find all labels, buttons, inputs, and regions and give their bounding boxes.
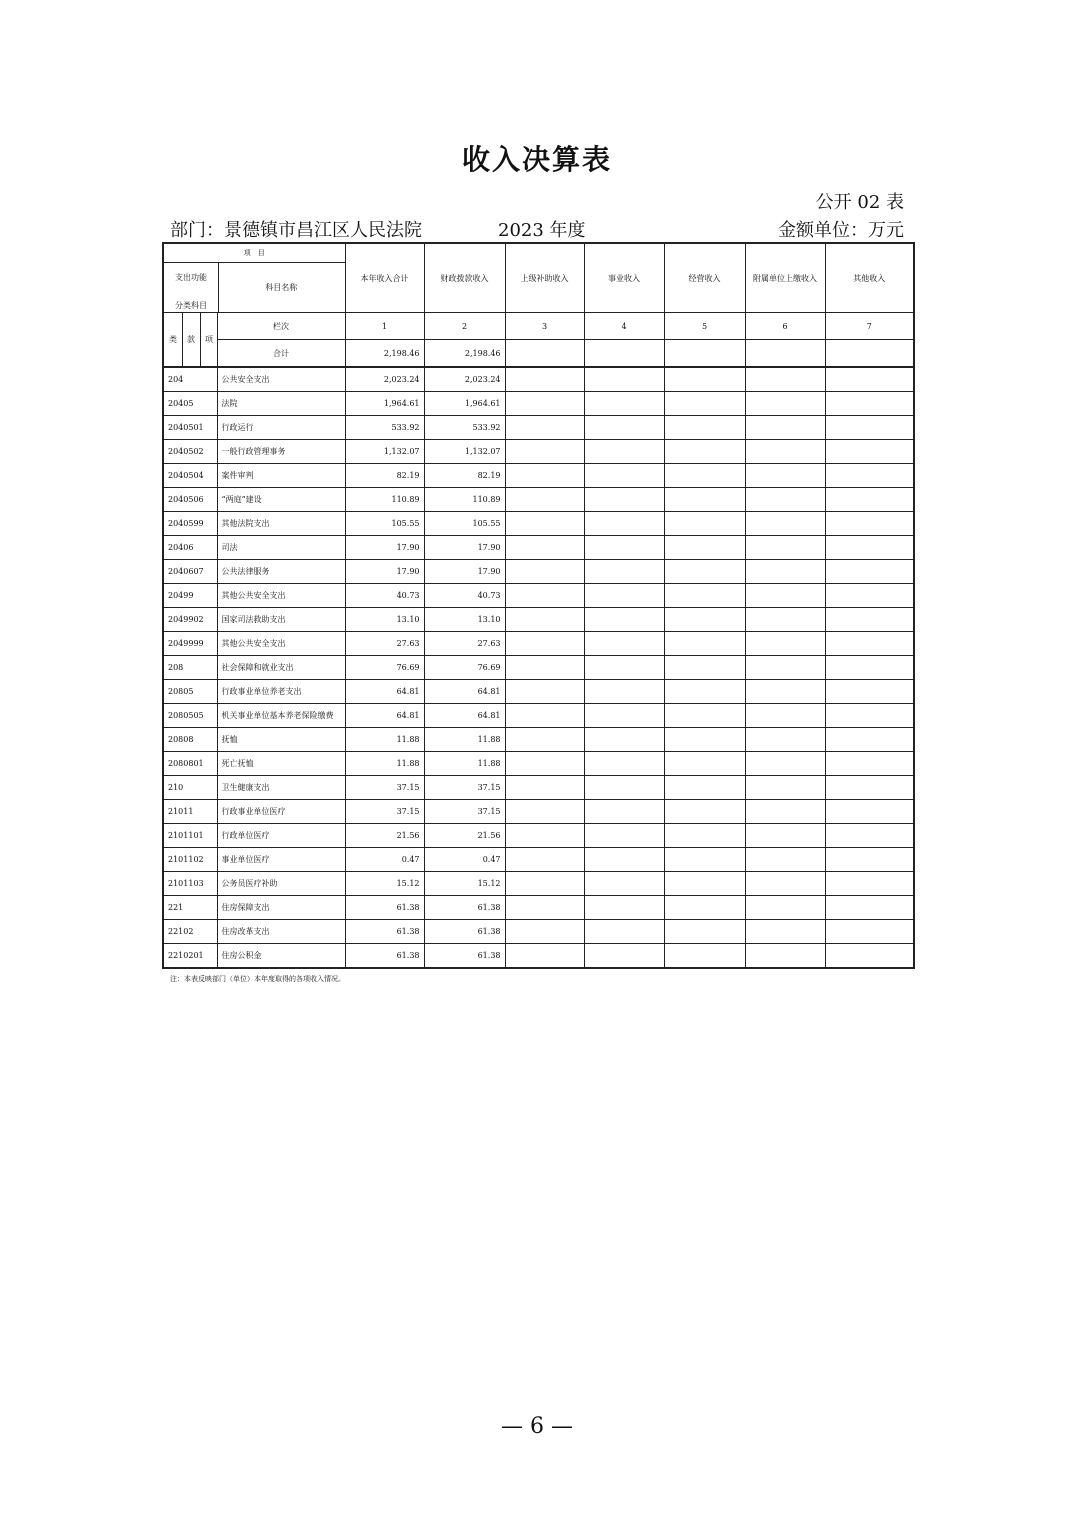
row-fiscal-income: 0.47 bbox=[424, 848, 505, 872]
empty-cell bbox=[584, 848, 664, 872]
func-class-label: 支出功能 bbox=[175, 273, 207, 282]
row-fiscal-income: 27.63 bbox=[424, 632, 505, 656]
page-title: 收入决算表 bbox=[461, 143, 612, 176]
row-fiscal-income: 64.81 bbox=[424, 680, 505, 704]
empty-cell bbox=[745, 824, 825, 848]
empty-cell bbox=[825, 752, 914, 776]
xiang-label: 项 bbox=[205, 335, 213, 344]
empty-cell bbox=[505, 656, 584, 680]
empty-cell bbox=[664, 340, 745, 368]
row-fiscal-income: 110.89 bbox=[424, 488, 505, 512]
empty-cell bbox=[505, 608, 584, 632]
empty-cell bbox=[745, 560, 825, 584]
empty-cell bbox=[745, 392, 825, 416]
row-fiscal-income: 82.19 bbox=[424, 464, 505, 488]
empty-cell bbox=[664, 944, 745, 969]
row-fiscal-income: 40.73 bbox=[424, 584, 505, 608]
row-code: 2101103 bbox=[163, 872, 217, 896]
row-fiscal-income: 1,964.61 bbox=[424, 392, 505, 416]
table-row bbox=[163, 656, 914, 680]
empty-cell bbox=[664, 680, 745, 704]
empty-cell bbox=[825, 584, 914, 608]
table-row bbox=[163, 920, 914, 944]
row-code: 20406 bbox=[163, 536, 217, 560]
row-subject-name: 事业单位医疗 bbox=[217, 848, 345, 872]
empty-cell bbox=[825, 392, 914, 416]
row-fiscal-income: 533.92 bbox=[424, 416, 505, 440]
row-subject-name: 一般行政管理事务 bbox=[217, 440, 345, 464]
row-fiscal-income: 37.15 bbox=[424, 800, 505, 824]
empty-cell bbox=[825, 512, 914, 536]
empty-cell bbox=[825, 632, 914, 656]
empty-cell bbox=[664, 608, 745, 632]
func-class-label-2: 分类科目 bbox=[175, 301, 207, 310]
empty-cell bbox=[825, 824, 914, 848]
empty-cell bbox=[584, 896, 664, 920]
row-total-income: 105.55 bbox=[345, 512, 424, 536]
row-code: 2040504 bbox=[163, 464, 217, 488]
empty-cell bbox=[745, 416, 825, 440]
row-code: 2040607 bbox=[163, 560, 217, 584]
empty-cell bbox=[584, 680, 664, 704]
empty-cell bbox=[825, 488, 914, 512]
row-total-income: 1,132.07 bbox=[345, 440, 424, 464]
row-total-income: 76.69 bbox=[345, 656, 424, 680]
empty-cell bbox=[584, 608, 664, 632]
table-row bbox=[163, 776, 914, 800]
row-fiscal-income: 1,132.07 bbox=[424, 440, 505, 464]
empty-cell bbox=[825, 944, 914, 969]
row-code: 2040506 bbox=[163, 488, 217, 512]
empty-cell bbox=[584, 872, 664, 896]
fiscal-year-label: 2023 年度 bbox=[498, 220, 586, 241]
empty-cell bbox=[505, 704, 584, 728]
table-row bbox=[163, 680, 914, 704]
empty-cell bbox=[825, 608, 914, 632]
row-subject-name: 公共安全支出 bbox=[217, 367, 345, 392]
row-total-income: 40.73 bbox=[345, 584, 424, 608]
subject-name-label: 科目名称 bbox=[265, 283, 298, 292]
total-label: 合计 bbox=[217, 340, 345, 368]
total-row bbox=[163, 340, 914, 368]
table-row bbox=[163, 824, 914, 848]
empty-cell bbox=[825, 680, 914, 704]
row-total-income: 21.56 bbox=[345, 824, 424, 848]
empty-cell bbox=[745, 872, 825, 896]
table-row bbox=[163, 584, 914, 608]
empty-cell bbox=[664, 896, 745, 920]
table-row bbox=[163, 367, 914, 392]
empty-cell bbox=[584, 920, 664, 944]
empty-cell bbox=[745, 704, 825, 728]
row-subject-name: 死亡抚恤 bbox=[217, 752, 345, 776]
empty-cell bbox=[664, 392, 745, 416]
row-subject-name: 卫生健康支出 bbox=[217, 776, 345, 800]
col-header-4: 事业收入 bbox=[584, 243, 664, 313]
table-row bbox=[163, 944, 914, 969]
empty-cell bbox=[745, 464, 825, 488]
empty-cell bbox=[825, 536, 914, 560]
row-code: 2101101 bbox=[163, 824, 217, 848]
empty-cell bbox=[825, 728, 914, 752]
empty-cell bbox=[664, 728, 745, 752]
row-fiscal-income: 61.38 bbox=[424, 920, 505, 944]
row-fiscal-income: 37.15 bbox=[424, 776, 505, 800]
empty-cell bbox=[664, 872, 745, 896]
row-total-income: 37.15 bbox=[345, 800, 424, 824]
total-income: 2,198.46 bbox=[345, 340, 424, 368]
empty-cell bbox=[745, 512, 825, 536]
row-total-income: 61.38 bbox=[345, 920, 424, 944]
empty-cell bbox=[584, 728, 664, 752]
empty-cell bbox=[584, 824, 664, 848]
empty-cell bbox=[664, 824, 745, 848]
empty-cell bbox=[664, 920, 745, 944]
empty-cell bbox=[745, 944, 825, 969]
empty-cell bbox=[745, 632, 825, 656]
row-total-income: 37.15 bbox=[345, 776, 424, 800]
row-code: 2040599 bbox=[163, 512, 217, 536]
empty-cell bbox=[664, 704, 745, 728]
row-code: 20808 bbox=[163, 728, 217, 752]
empty-cell bbox=[745, 776, 825, 800]
col-number-4: 4 bbox=[584, 313, 664, 340]
table-row bbox=[163, 416, 914, 440]
empty-cell bbox=[584, 392, 664, 416]
row-fiscal-income: 105.55 bbox=[424, 512, 505, 536]
col-number-6: 6 bbox=[745, 313, 825, 340]
empty-cell bbox=[505, 512, 584, 536]
row-total-income: 61.38 bbox=[345, 944, 424, 969]
empty-cell bbox=[505, 752, 584, 776]
empty-cell bbox=[505, 632, 584, 656]
row-total-income: 1,964.61 bbox=[345, 392, 424, 416]
table-row bbox=[163, 800, 914, 824]
table-row bbox=[163, 560, 914, 584]
empty-cell bbox=[664, 584, 745, 608]
empty-cell bbox=[825, 440, 914, 464]
col-number-3: 3 bbox=[505, 313, 584, 340]
empty-cell bbox=[505, 536, 584, 560]
row-subject-name: 行政事业单位医疗 bbox=[217, 800, 345, 824]
empty-cell bbox=[664, 560, 745, 584]
empty-cell bbox=[505, 800, 584, 824]
row-total-income: 64.81 bbox=[345, 680, 424, 704]
empty-cell bbox=[584, 340, 664, 368]
empty-cell bbox=[505, 584, 584, 608]
table-row bbox=[163, 488, 914, 512]
row-total-income: 11.88 bbox=[345, 752, 424, 776]
empty-cell bbox=[584, 367, 664, 392]
col-number-1: 1 bbox=[345, 313, 424, 340]
row-subject-name: 司法 bbox=[217, 536, 345, 560]
empty-cell bbox=[745, 752, 825, 776]
kuan-label: 款 bbox=[182, 313, 201, 366]
empty-cell bbox=[505, 944, 584, 969]
empty-cell bbox=[745, 848, 825, 872]
col-header-2: 财政拨款收入 bbox=[424, 243, 505, 313]
row-code: 2210201 bbox=[163, 944, 217, 969]
row-code: 208 bbox=[163, 656, 217, 680]
empty-cell bbox=[584, 584, 664, 608]
empty-cell bbox=[664, 776, 745, 800]
empty-cell bbox=[584, 560, 664, 584]
empty-cell bbox=[745, 367, 825, 392]
func-class-cell bbox=[164, 262, 219, 312]
row-code: 20405 bbox=[163, 392, 217, 416]
empty-cell bbox=[745, 656, 825, 680]
empty-cell bbox=[825, 340, 914, 368]
row-code: 2080801 bbox=[163, 752, 217, 776]
col-header-7: 其他收入 bbox=[825, 243, 914, 313]
empty-cell bbox=[584, 488, 664, 512]
empty-cell bbox=[664, 752, 745, 776]
empty-cell bbox=[825, 872, 914, 896]
row-subject-name: 机关事业单位基本养老保险缴费 bbox=[217, 704, 345, 728]
empty-cell bbox=[825, 704, 914, 728]
row-total-income: 2,023.24 bbox=[345, 367, 424, 392]
empty-cell bbox=[825, 464, 914, 488]
empty-cell bbox=[505, 872, 584, 896]
subject-name-cell bbox=[218, 262, 345, 312]
row-subject-name: “两庭”建设 bbox=[217, 488, 345, 512]
empty-cell bbox=[745, 488, 825, 512]
empty-cell bbox=[584, 416, 664, 440]
total-fiscal: 2,198.46 bbox=[424, 340, 505, 368]
table-row bbox=[163, 608, 914, 632]
row-total-income: 27.63 bbox=[345, 632, 424, 656]
empty-cell bbox=[745, 800, 825, 824]
empty-cell bbox=[745, 608, 825, 632]
row-subject-name: 公共法律服务 bbox=[217, 560, 345, 584]
row-code: 22102 bbox=[163, 920, 217, 944]
row-total-income: 82.19 bbox=[345, 464, 424, 488]
col-header-5: 经营收入 bbox=[664, 243, 745, 313]
department-label: 部门：景德镇市昌江区人民法院 bbox=[170, 220, 422, 241]
row-code: 20805 bbox=[163, 680, 217, 704]
row-fiscal-income: 21.56 bbox=[424, 824, 505, 848]
empty-cell bbox=[825, 416, 914, 440]
empty-cell bbox=[825, 367, 914, 392]
col-number-5: 5 bbox=[664, 313, 745, 340]
row-total-income: 17.90 bbox=[345, 560, 424, 584]
column-number-row bbox=[163, 313, 914, 340]
row-subject-name: 其他公共安全支出 bbox=[217, 632, 345, 656]
row-code: 2101102 bbox=[163, 848, 217, 872]
empty-cell bbox=[745, 680, 825, 704]
table-row bbox=[163, 440, 914, 464]
row-total-income: 64.81 bbox=[345, 704, 424, 728]
table-row bbox=[163, 896, 914, 920]
empty-cell bbox=[505, 560, 584, 584]
project-header-cell bbox=[163, 243, 345, 313]
row-fiscal-income: 11.88 bbox=[424, 728, 505, 752]
row-code: 2040502 bbox=[163, 440, 217, 464]
row-fiscal-income: 17.90 bbox=[424, 536, 505, 560]
table-row bbox=[163, 512, 914, 536]
empty-cell bbox=[664, 416, 745, 440]
row-fiscal-income: 61.38 bbox=[424, 896, 505, 920]
col-header-6: 附属单位上缴收入 bbox=[745, 243, 825, 313]
row-code: 221 bbox=[163, 896, 217, 920]
row-subject-name: 社会保障和就业支出 bbox=[217, 656, 345, 680]
table-row bbox=[163, 536, 914, 560]
table-row bbox=[163, 752, 914, 776]
empty-cell bbox=[745, 920, 825, 944]
empty-cell bbox=[505, 488, 584, 512]
row-total-income: 0.47 bbox=[345, 848, 424, 872]
col-number-7: 7 bbox=[825, 313, 914, 340]
form-number: 公开 02 表 bbox=[815, 192, 904, 213]
empty-cell bbox=[664, 536, 745, 560]
empty-cell bbox=[745, 584, 825, 608]
row-subject-name: 其他公共安全支出 bbox=[217, 584, 345, 608]
row-subject-name: 行政事业单位养老支出 bbox=[217, 680, 345, 704]
empty-cell bbox=[664, 440, 745, 464]
empty-cell bbox=[505, 920, 584, 944]
table-row bbox=[163, 872, 914, 896]
table-row bbox=[163, 464, 914, 488]
row-total-income: 13.10 bbox=[345, 608, 424, 632]
empty-cell bbox=[745, 440, 825, 464]
empty-cell bbox=[505, 416, 584, 440]
header-row bbox=[163, 243, 914, 313]
empty-cell bbox=[664, 656, 745, 680]
empty-cell bbox=[505, 728, 584, 752]
empty-cell bbox=[664, 848, 745, 872]
empty-cell bbox=[505, 848, 584, 872]
empty-cell bbox=[664, 800, 745, 824]
row-fiscal-income: 11.88 bbox=[424, 752, 505, 776]
row-fiscal-income: 13.10 bbox=[424, 608, 505, 632]
page-number: — 6 — bbox=[501, 1414, 573, 1439]
empty-cell bbox=[664, 367, 745, 392]
empty-cell bbox=[505, 896, 584, 920]
row-fiscal-income: 15.12 bbox=[424, 872, 505, 896]
row-subject-name: 其他法院支出 bbox=[217, 512, 345, 536]
empty-cell bbox=[745, 728, 825, 752]
empty-cell bbox=[745, 340, 825, 368]
row-subject-name: 住房公积金 bbox=[217, 944, 345, 969]
row-subject-name: 住房改革支出 bbox=[217, 920, 345, 944]
row-total-income: 533.92 bbox=[345, 416, 424, 440]
empty-cell bbox=[584, 632, 664, 656]
empty-cell bbox=[664, 488, 745, 512]
empty-cell bbox=[825, 656, 914, 680]
row-subject-name: 住房保障支出 bbox=[217, 896, 345, 920]
empty-cell bbox=[584, 944, 664, 969]
row-fiscal-income: 76.69 bbox=[424, 656, 505, 680]
row-subject-name: 国家司法救助支出 bbox=[217, 608, 345, 632]
row-code: 2049999 bbox=[163, 632, 217, 656]
empty-cell bbox=[584, 800, 664, 824]
empty-cell bbox=[664, 464, 745, 488]
empty-cell bbox=[505, 824, 584, 848]
empty-cell bbox=[505, 340, 584, 368]
empty-cell bbox=[584, 512, 664, 536]
table-row bbox=[163, 848, 914, 872]
empty-cell bbox=[825, 896, 914, 920]
empty-cell bbox=[825, 920, 914, 944]
row-total-income: 17.90 bbox=[345, 536, 424, 560]
empty-cell bbox=[584, 440, 664, 464]
empty-cell bbox=[664, 512, 745, 536]
table-row bbox=[163, 728, 914, 752]
income-table bbox=[162, 242, 915, 969]
empty-cell bbox=[664, 632, 745, 656]
project-label: 项 目 bbox=[164, 244, 345, 263]
row-fiscal-income: 17.90 bbox=[424, 560, 505, 584]
row-code: 21011 bbox=[163, 800, 217, 824]
lei-kuan-xiang-cell bbox=[163, 313, 217, 368]
row-subject-name: 公务员医疗补助 bbox=[217, 872, 345, 896]
row-code: 2049902 bbox=[163, 608, 217, 632]
empty-cell bbox=[825, 848, 914, 872]
empty-cell bbox=[745, 896, 825, 920]
empty-cell bbox=[584, 536, 664, 560]
empty-cell bbox=[505, 776, 584, 800]
row-fiscal-income: 64.81 bbox=[424, 704, 505, 728]
empty-cell bbox=[825, 560, 914, 584]
col-header-1: 本年收入合计 bbox=[345, 243, 424, 313]
row-total-income: 11.88 bbox=[345, 728, 424, 752]
amount-unit-label: 金额单位：万元 bbox=[778, 220, 904, 241]
empty-cell bbox=[584, 464, 664, 488]
empty-cell bbox=[505, 367, 584, 392]
empty-cell bbox=[584, 752, 664, 776]
lei-label: 类 bbox=[164, 313, 183, 366]
row-code: 2080505 bbox=[163, 704, 217, 728]
table-row bbox=[163, 632, 914, 656]
col-row-label: 栏次 bbox=[217, 313, 345, 340]
row-total-income: 110.89 bbox=[345, 488, 424, 512]
empty-cell bbox=[825, 800, 914, 824]
row-fiscal-income: 61.38 bbox=[424, 944, 505, 969]
empty-cell bbox=[505, 680, 584, 704]
row-code: 20499 bbox=[163, 584, 217, 608]
empty-cell bbox=[584, 776, 664, 800]
empty-cell bbox=[584, 656, 664, 680]
row-code: 204 bbox=[163, 367, 217, 392]
row-code: 210 bbox=[163, 776, 217, 800]
row-fiscal-income: 2,023.24 bbox=[424, 367, 505, 392]
table-note: 注：本表反映部门（单位）本年度取得的各项收入情况。 bbox=[170, 975, 345, 983]
empty-cell bbox=[505, 392, 584, 416]
empty-cell bbox=[825, 776, 914, 800]
table-row bbox=[163, 704, 914, 728]
row-subject-name: 案件审判 bbox=[217, 464, 345, 488]
table-row bbox=[163, 392, 914, 416]
empty-cell bbox=[745, 536, 825, 560]
row-code: 2040501 bbox=[163, 416, 217, 440]
row-subject-name: 法院 bbox=[217, 392, 345, 416]
empty-cell bbox=[584, 704, 664, 728]
row-total-income: 61.38 bbox=[345, 896, 424, 920]
row-subject-name: 抚恤 bbox=[217, 728, 345, 752]
row-subject-name: 行政运行 bbox=[217, 416, 345, 440]
row-subject-name: 行政单位医疗 bbox=[217, 824, 345, 848]
row-total-income: 15.12 bbox=[345, 872, 424, 896]
col-number-2: 2 bbox=[424, 313, 505, 340]
empty-cell bbox=[505, 464, 584, 488]
empty-cell bbox=[505, 440, 584, 464]
col-header-3: 上级补助收入 bbox=[505, 243, 584, 313]
